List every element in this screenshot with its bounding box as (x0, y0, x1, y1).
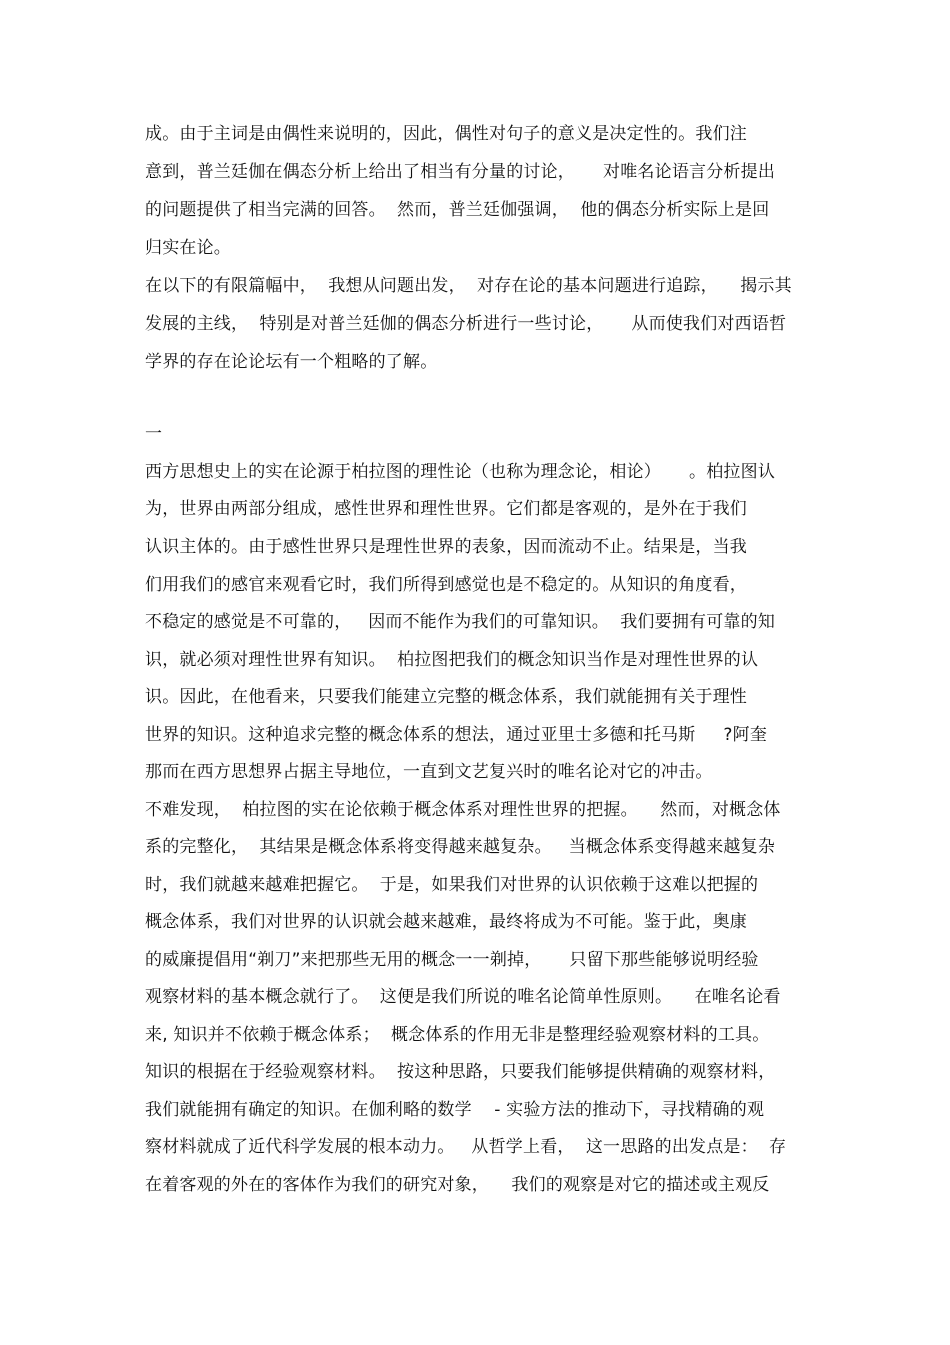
text-line: 我们就能拥有确定的知识。在伽利略的数学 - 实验方法的推动下，寻找精确的观 (145, 1100, 765, 1120)
text-line: 那而在西方思想界占据主导地位，一直到文艺复兴时的唯名论对它的冲击。 (145, 762, 713, 782)
text-line: 不难发现， 柏拉图的实在论依赖于概念体系对理性世界的把握。 然而，对概念体 (145, 800, 781, 820)
text-line: 归实在论。 (145, 238, 231, 258)
text-line: 系的完整化， 其结果是概念体系将变得越来越复杂。 当概念体系变得越来越复杂 (145, 837, 776, 857)
text-line: 观察材料的基本概念就行了。 这便是我们所说的唯名论简单性原则。 在唯名论看 (145, 987, 781, 1007)
text-line: 学界的存在论论坛有一个粗略的了解。 (145, 352, 438, 372)
text-line: 知识的根据在于经验观察材料。 按这种思路，只要我们能够提供精确的观察材料， (145, 1062, 776, 1082)
text-line: 的问题提供了相当完满的回答。 然而，普兰廷伽强调， 他的偶态分析实际上是回 (145, 200, 770, 220)
section-heading: 一 (145, 424, 163, 444)
text-line: 认识主体的。由于感性世界只是理性世界的表象，因而流动不止。结果是，当我 (145, 537, 747, 557)
text-line: 为，世界由两部分组成，感性世界和理性世界。它们都是客观的，是外在于我们 (145, 499, 747, 519)
text-line: 们用我们的感官来观看它时，我们所得到感觉也是不稳定的。从知识的角度看， (145, 575, 747, 595)
text-line: 在着客观的外在的客体作为我们的研究对象， 我们的观察是对它的描述或主观反 (145, 1175, 770, 1195)
text-line: 意到，普兰廷伽在偶态分析上给出了相当有分量的讨论， 对唯名论语言分析提出 (145, 162, 776, 182)
text-line: 概念体系，我们对世界的认识就会越来越难，最终将成为不可能。鉴于此，奥康 (145, 912, 747, 932)
text-line: 发展的主线， 特别是对普兰廷伽的偶态分析进行一些讨论， 从而使我们对西语哲 (145, 314, 787, 334)
text-line: 的威廉提倡用“剃刀”来把那些无用的概念一一剃掉， 只留下那些能够说明经验 (145, 950, 759, 970)
text-line: 在以下的有限篇幅中， 我想从问题出发， 对存在论的基本问题进行追踪， 揭示其 (145, 276, 792, 296)
text-line: 识。因此，在他看来，只要我们能建立完整的概念体系，我们就能拥有关于理性 (145, 687, 747, 707)
text-line: 世界的知识。这种追求完整的概念体系的想法，通过亚里士多德和托马斯 ?阿奎 (145, 725, 768, 745)
text-line: 来, 知识并不依赖于概念体系； 概念体系的作用无非是整理经验观察材料的工具。 (145, 1025, 770, 1045)
text-line: 西方思想史上的实在论源于柏拉图的理性论（也称为理念论，相论） 。柏拉图认 (145, 462, 776, 482)
text-line: 察材料就成了近代科学发展的根本动力。 从哲学上看， 这一思路的出发点是： 存 (145, 1137, 787, 1157)
text-line: 识，就必须对理性世界有知识。 柏拉图把我们的概念知识当作是对理性世界的认 (145, 650, 759, 670)
text-line: 成。由于主词是由偶性来说明的，因此，偶性对句子的意义是决定性的。我们注 (145, 124, 747, 144)
text-line: 不稳定的感觉是不可靠的， 因而不能作为我们的可靠知识。 我们要拥有可靠的知 (145, 612, 776, 632)
text-line: 时，我们就越来越难把握它。 于是，如果我们对世界的认识依赖于这难以把握的 (145, 875, 759, 895)
